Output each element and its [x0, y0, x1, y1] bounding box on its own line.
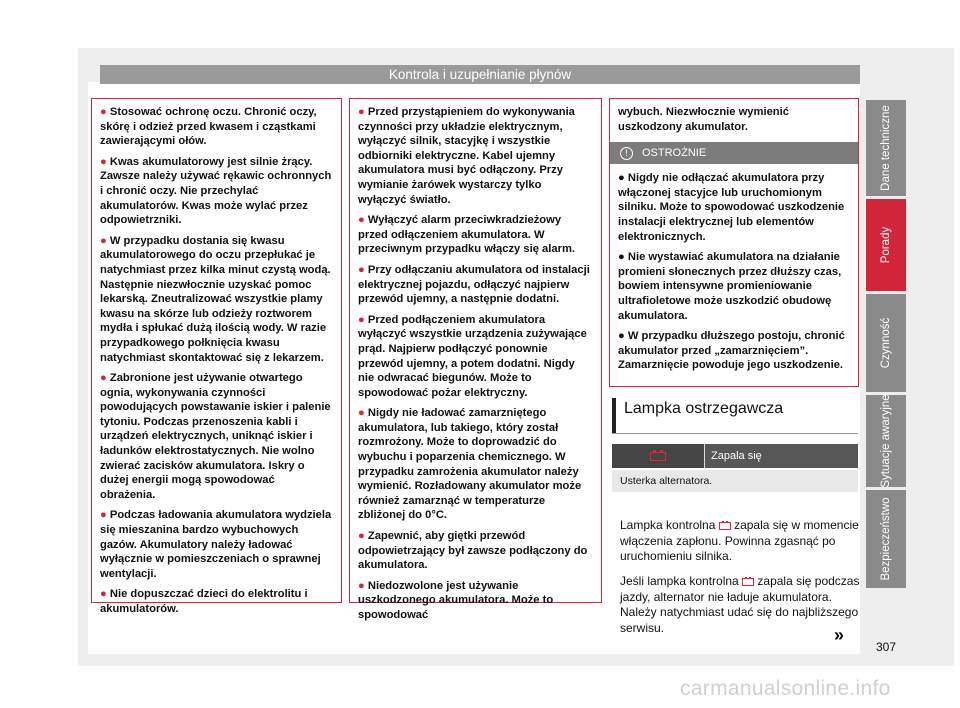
warning-lamp-description: Usterka alternatora. [612, 470, 858, 492]
section-title: Lampka ostrzegawcza [612, 398, 858, 434]
warning-lamp-icon-cell [612, 444, 704, 468]
tab-porady[interactable]: Porady [866, 199, 906, 291]
caution-title: OSTROŻNIE [642, 147, 707, 160]
bullet-icon: ● [358, 106, 365, 118]
warning-item: ● Nigdy nie ładować zamarzniętego akumulatora, lub takiego, który został rozmrożony. Może to doprowadzić do wybuchu i poparzenia chemicznego. W przypadku zamrożenia akumulator należy wymienić. Rozładowany akumulator może również zamarznąć w temperaturze zbliżonej do 0°C. [358, 407, 582, 522]
continue-mark: » [834, 625, 845, 645]
battery-icon [719, 522, 731, 530]
tab-dane-techniczne[interactable]: Dane techniczne [866, 100, 906, 196]
warning-lamp-status: Zapala się [704, 444, 858, 468]
caution-item: ● Nigdy nie odłączać akumulatora przy włączonej stacyjce lub uruchomionym silniku. Może to spowodować uszkodzenie instalacji elektrycznej lub elementów elektronicznych. [618, 172, 845, 243]
caution-header [610, 142, 858, 164]
warning-item: ● Zabronione jest używanie otwartego ognia, wykonywania czynności powodujących powstawanie iskier i palenie tytoniu. Podczas przenoszenia kabli i urządzeń elektrycznych, uniknąć iskier i ładunków elektrostatycznych. Nie wolno zwierać zacisków akumulatora. Iskry o dużej energii mogą spowodować obrażenia. [100, 372, 331, 501]
bullet-icon: ● [618, 251, 625, 264]
warning-item: ● Nie dopuszczać dzieci do elektrolitu i akumulatorów. [100, 588, 308, 615]
tab-czynnosc[interactable]: Czynność [866, 294, 906, 392]
bullet-icon: ● [618, 172, 625, 185]
warning-continuation: wybuch. Niezwłocznie wymienić uszkodzony akumulator. [618, 106, 789, 133]
warning-box-column-3 [609, 98, 859, 387]
warning-item: ● Przy odłączaniu akumulatora od instalacji elektrycznej pojazdu, odłączyć najpierw przewód ujemny, a następnie dodatni. [358, 263, 590, 306]
warning-item: ● Wyłączyć alarm przeciwkradzieżowy przed odłączeniem akumulatora. W przeciwnym przypadku włączy się alarm. [358, 214, 576, 256]
bullet-icon: ● [618, 330, 625, 343]
bullet-icon: ● [358, 214, 365, 227]
bullet-icon: ● [358, 530, 365, 543]
bullet-icon: ● [358, 579, 365, 592]
bullet-icon: ● [100, 588, 107, 601]
bullet-icon: ● [100, 509, 107, 522]
tab-bezpieczenstwo[interactable]: Bezpieczeństwo [866, 490, 906, 588]
bullet-icon: ● [100, 155, 107, 168]
warning-item: ● Stosować ochronę oczu. Chronić oczy, skórę i odzież przed kwasem i cząstkami zawierającymi ołów. [100, 106, 317, 148]
warning-lamp-table [612, 444, 858, 492]
exclamation-circle-icon: ! [620, 147, 633, 160]
page-number: 307 [876, 640, 897, 654]
page-header: Kontrola i uzupełnianie płynów [100, 65, 860, 84]
body-paragraph-2: Jeśli lampka kontrolna zapala się podczas jazdy, alternator nie ładuje akumulatora. Należy natychmiast udać się do najbliższego serwisu. [620, 574, 860, 635]
caution-item: ● W przypadku dłuższego postoju, chronić akumulator przed „zamarznięciem”. Zamarznięcie powoduje jego uszkodzenie. [618, 330, 845, 372]
warning-item: ● Zapewnić, aby giętki przewód odpowietrzający był zawsze podłączony do akumulatora. [358, 530, 588, 572]
tab-sytuacje-awaryjne[interactable]: Sytuacje awaryjne [866, 395, 906, 487]
warning-item: ● W przypadku dostania się kwasu akumulatorowego do oczu przepłukać je natychmiast przez kilka minut czystą wodą. Następnie niezwłocznie uzyskać pomoc lekarską. Zneutralizować wszystkie plamy kwasu na skórze lub odzieży roztworem mydła i spłukać dużą ilością wody. W razie przypadkowego połknięcia kwasu natychmiast skontaktować się z lekarzem. [100, 234, 331, 364]
warning-box-column-1 [91, 98, 342, 615]
battery-icon [650, 452, 666, 461]
caution-item: ● Nie wystawiać akumulatora na działanie promieni słonecznych przez dłuższy czas, bowiem intensywne promieniowanie ultrafioletowe może uszkodzić obudowę akumulatora. [618, 251, 842, 322]
bullet-icon: ● [358, 263, 365, 276]
warning-item: ● Przed podłączeniem akumulatora wyłączyć wszystkie urządzenia zużywające prąd. Najpierw podłączyć ponownie przewód ujemny, a potem dodatni. Nigdy nie odwracać biegunów. Może to spowodować pożar elektryczny. [358, 313, 587, 399]
warning-item: ● Przed przystąpieniem do wykonywania czynności przy układzie elektrycznym, wyłączyć silnik, stacyjkę i wszystkie odbiorniki elektryczne. Kabel ujemny akumulatora musi być odłączony. Przy wymianie żarówek wystarczy tylko wyłączyć światło. [358, 106, 575, 206]
body-paragraph-1: Lampka kontrolna zapala się w momencie włączenia zapłonu. Powinna zgasnąć po uruchomieniu silnika. [620, 518, 859, 564]
bullet-icon: ● [100, 106, 107, 118]
warning-item: ● Niedozwolone jest używanie uszkodzonego akumulatora. Może to spowodować [358, 579, 554, 621]
warning-item: ● Kwas akumulatorowy jest silnie żrący. Zawsze należy używać rękawic ochronnych i chronić oczy. Nie przechylać akumulatorów. Kwas może wylać przez odpowietrzniki. [100, 155, 332, 227]
battery-icon [742, 578, 754, 586]
bullet-icon: ● [358, 407, 365, 420]
warning-box-column-2 [349, 98, 602, 621]
caution-body [610, 164, 858, 379]
warning-item: ● Podczas ładowania akumulatora wydziela się mieszanina bardzo wybuchowych gazów. Akumulatory należy ładować wyłącznie w pomieszczeniach o sprawnej wentylacji. [100, 509, 332, 580]
warning-lamp-row [612, 444, 858, 468]
bullet-icon: ● [100, 234, 107, 247]
bullet-icon: ● [358, 313, 365, 326]
bullet-icon: ● [100, 372, 107, 385]
watermark: carmanualsonline.info [680, 677, 891, 700]
